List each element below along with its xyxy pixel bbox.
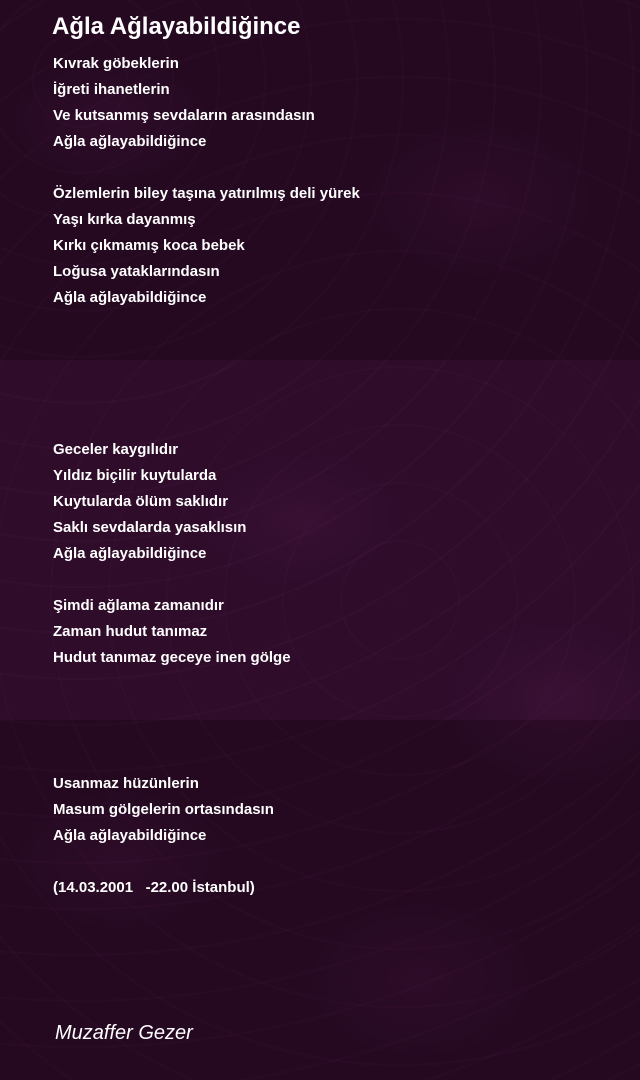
poem-line: Ağla ağlayabildiğince <box>53 289 207 306</box>
stanza-4 <box>53 593 291 671</box>
poem-line: Masum gölgelerin ortasındasın <box>53 801 274 818</box>
poem-title: Ağla Ağlayabildiğince <box>52 13 301 40</box>
stanza-1 <box>53 51 315 155</box>
poem-line: Kuytularda ölüm saklıdır <box>53 493 229 510</box>
poem-line: Ve kutsanmış sevdaların arasındasın <box>53 107 315 124</box>
poem-author: Muzaffer Gezer <box>55 1022 193 1044</box>
poem-line: Özlemlerin biley taşına yatırılmış deli yürek <box>53 185 360 202</box>
poem-line: Ağla ağlayabildiğince <box>53 545 207 562</box>
date-note <box>53 875 255 901</box>
poem-line: Kırkı çıkmamış koca bebek <box>53 237 245 254</box>
stanza-3 <box>53 437 246 567</box>
poem-line: Yıldız biçilir kuytularda <box>53 467 217 484</box>
stanza-5 <box>53 771 274 849</box>
stanza-2 <box>53 181 360 311</box>
poem-line: Usanmaz hüzünlerin <box>53 775 199 792</box>
poem-line: Geceler kaygılıdır <box>53 441 179 458</box>
poem-line: Şimdi ağlama zamanıdır <box>53 597 224 614</box>
poem-line: Hudut tanımaz geceye inen gölge <box>53 649 291 666</box>
poem-line: Ağla ağlayabildiğince <box>53 133 207 150</box>
poem-line: Kıvrak göbeklerin <box>53 55 179 72</box>
poem-line: Yaşı kırka dayanmış <box>53 211 196 228</box>
poem-line: Saklı sevdalarda yasaklısın <box>53 519 247 536</box>
poem-line: Loğusa yataklarındasın <box>53 263 220 280</box>
poem-line: İğreti ihanetlerin <box>53 81 170 98</box>
poem-line: Ağla ağlayabildiğince <box>53 827 207 844</box>
poem-date-line: (14.03.2001 -22.00 İstanbul) <box>53 879 255 896</box>
poem-line: Zaman hudut tanımaz <box>53 623 208 640</box>
